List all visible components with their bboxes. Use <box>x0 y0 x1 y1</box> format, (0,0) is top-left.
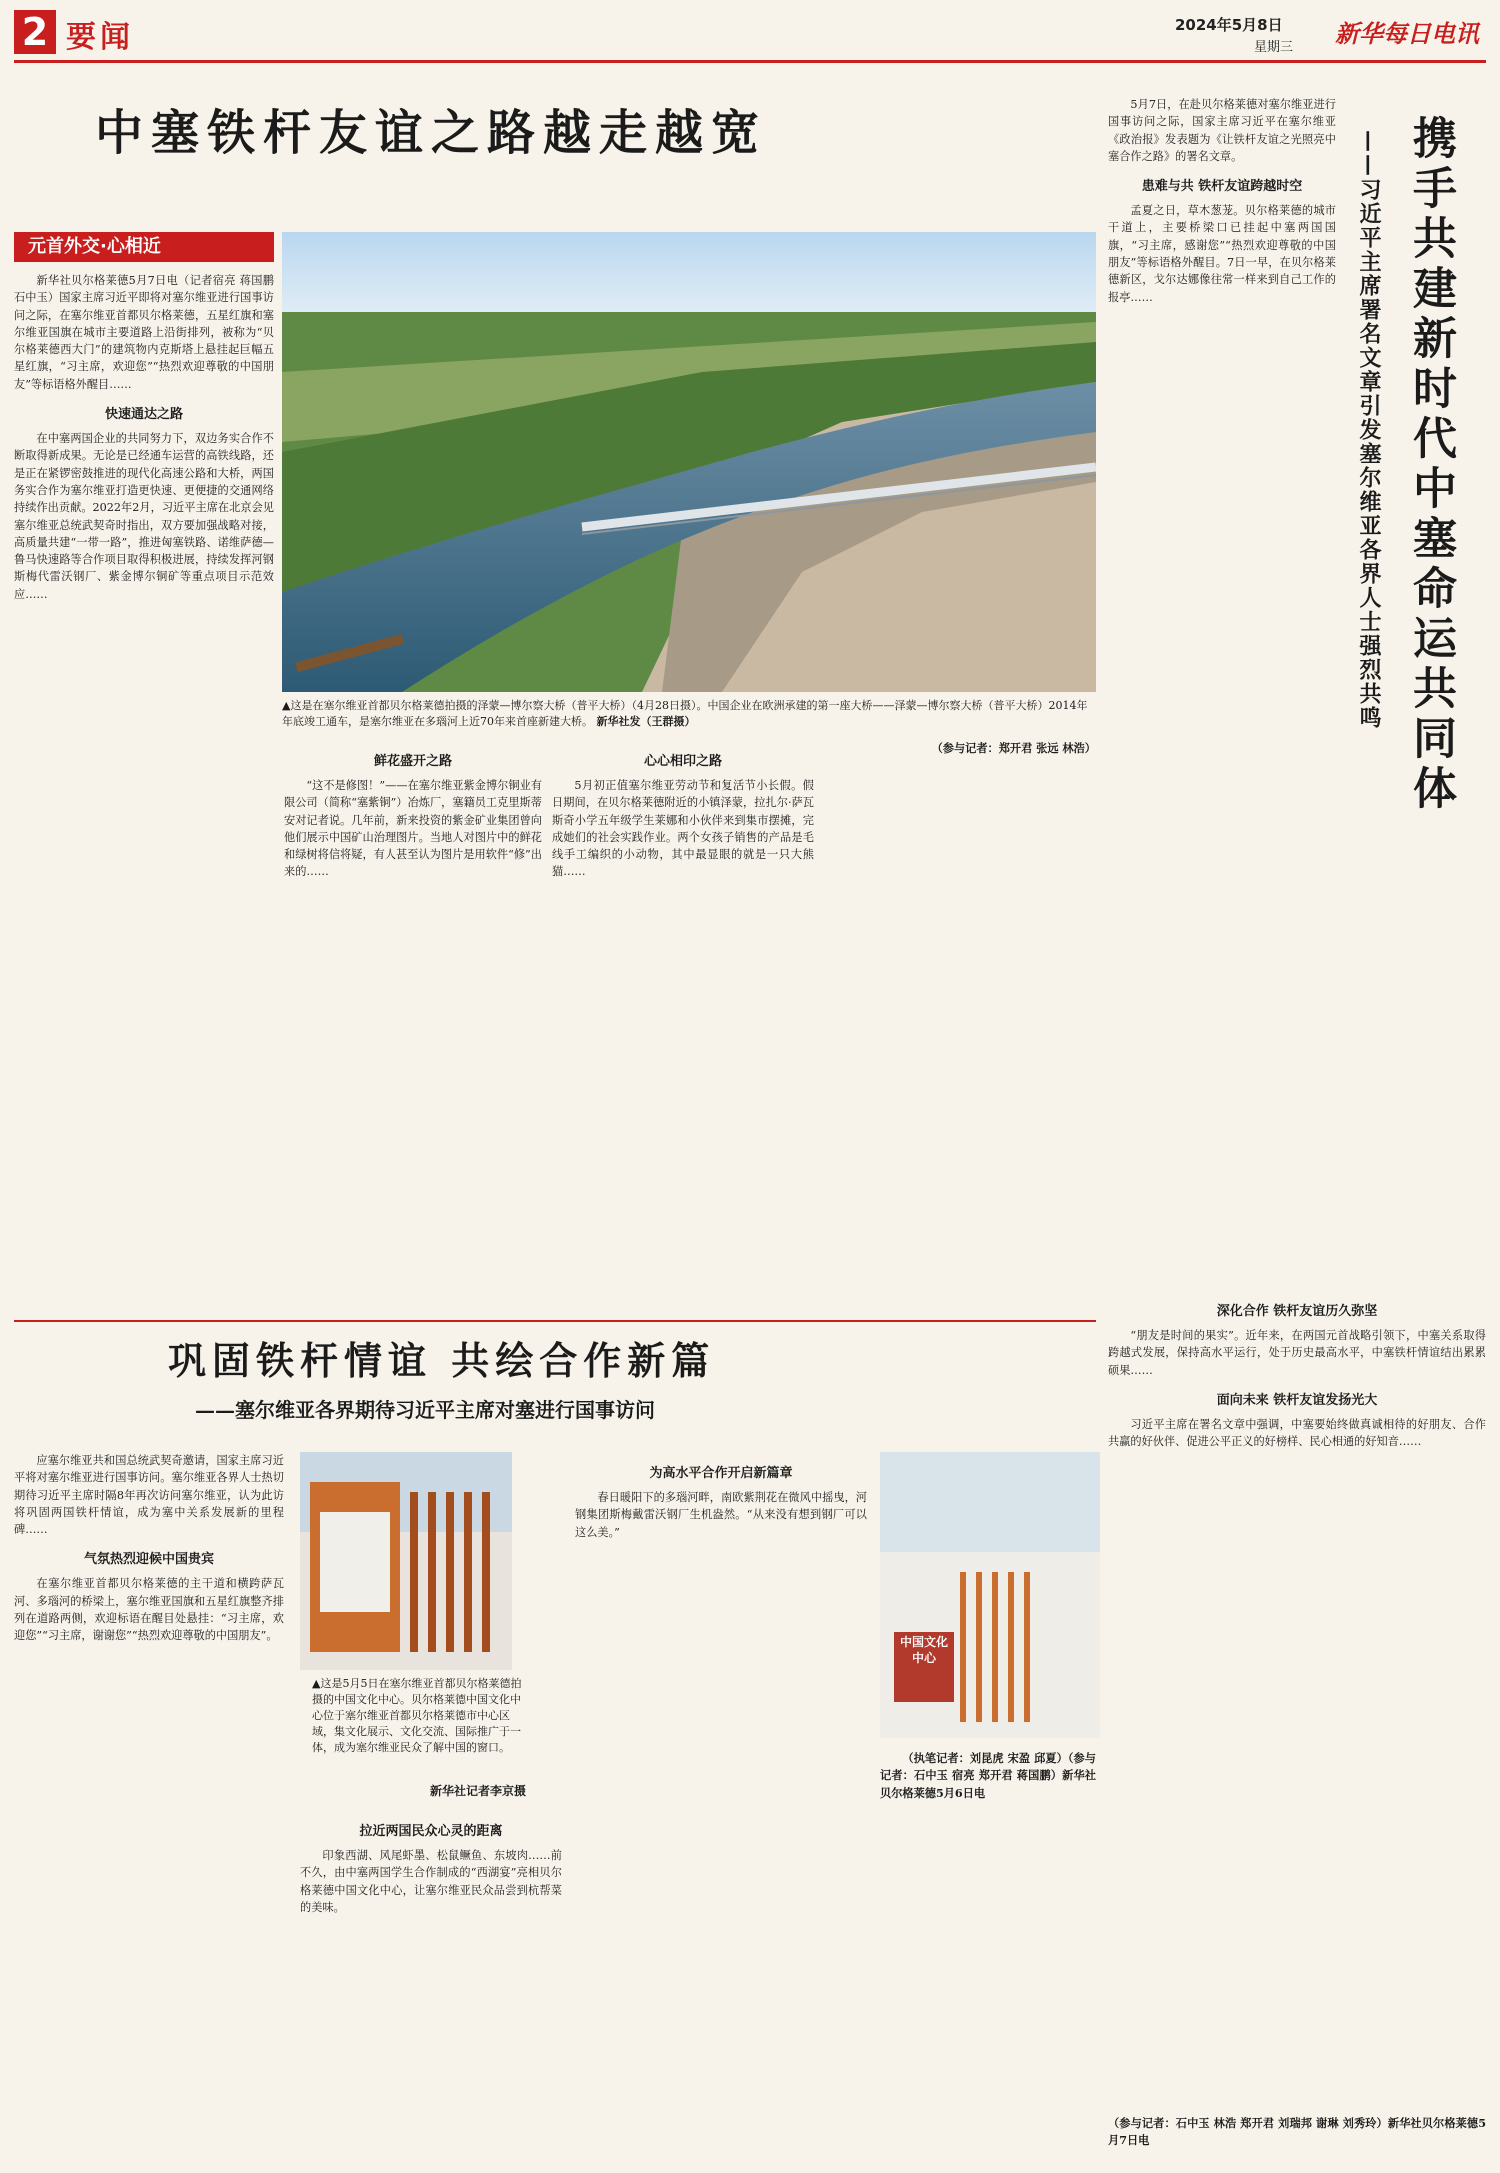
section-text: 5月初正值塞尔维亚劳动节和复活节小长假。假日期间，在贝尔格莱德附近的小镇泽蒙，拉扎尔·萨瓦斯奇小学五年级学生莱娜和小伙伴来到集市摆摊，完成她们的社会实践作业。两个女孩子销售的产品是毛线手工编织的小动物，其中最显眼的就是一只大熊猫…… <box>552 779 814 879</box>
article1-column-2 <box>284 740 542 1315</box>
section-text: 在中塞两国企业的共同努力下，双边务实合作不断取得新成果。无论是已经通车运营的高铁线路，还是正在紧锣密鼓推进的现代化高速公路和大桥，两国务实合作为塞尔维亚打造更快速、更便捷的交通网络持续作出贡献。2022年2月，习近平主席在北京会见塞尔维亚总统武契奇时指出，双方要加强战略对接，高质量共建“一带一路”，推进匈塞铁路、诺维萨德—鲁马快速路等合作项目取得积极进展，持续发挥河钢斯梅代雷沃钢厂、紫金博尔铜矿等重点项目示范效应…… <box>14 432 274 601</box>
section-text: 春日暖阳下的多瑙河畔，南欧紫荆花在微风中摇曳，河钢集团斯梅戴雷沃钢厂生机盎然。“从来没有想到钢厂可以这么美。” <box>575 1491 867 1539</box>
article2-subtitle: ——习近平主席署名文章引发塞尔维亚各界人士强烈共鸣 <box>1356 130 1382 730</box>
section-text: “朋友是时间的果实”。近年来，在两国元首战略引领下，中塞关系取得跨越式发展，保持高水平运行，处于历史最高水平，中塞铁杆情谊结出累累硕果…… <box>1108 1329 1486 1377</box>
section-heading: 为高水平合作开启新篇章 <box>649 1466 793 1481</box>
caption-text: ▲这是在塞尔维亚首都贝尔格莱德拍摄的泽蒙—博尔察大桥（普平大桥）（4月28日摄）。中国企业在欧洲承建的第一座大桥——泽蒙—博尔察大桥（普平大桥）2014年年底竣工通车，是塞尔维亚在多瑙河上近70年来首座新建大桥。 <box>282 699 1088 728</box>
paper-logo: 新华每日电讯 <box>1335 19 1479 48</box>
article3-column-2 <box>300 1810 562 2162</box>
bridge-photo <box>282 232 1096 692</box>
article3-column-3 <box>575 1452 867 2162</box>
article2-title: 携手共建新时代中塞命运共同体 <box>1405 115 1456 815</box>
article3-lead: 应塞尔维亚共和国总统武契奇邀请，国家主席习近平将对塞尔维亚进行国事访问。塞尔维亚各界人士热切期待习近平主席时隔8年再次访问塞尔维亚，认为此访将巩固两国铁杆情谊，成为塞中关系发展新的里程碑…… <box>14 1454 284 1537</box>
column-tag: 元首外交·心相近 <box>14 232 274 262</box>
article3-byline: （执笔记者：刘昆虎 宋盈 邱夏）（参与记者：石中玉 宿亮 郑开君 蒋国鹏）新华社贝尔格莱德5月6日电 <box>880 1751 1096 1800</box>
article1-column-3 <box>552 740 814 1315</box>
article1-title: 中塞铁杆友谊之路越走越宽 <box>95 105 768 161</box>
photo-credit: 新华社发（王群摄） <box>596 715 696 728</box>
issue-weekday: 星期三 <box>1254 40 1294 55</box>
issue-date: 2024年5月8日 <box>1175 16 1283 34</box>
article2-byline: （参与记者：石中玉 林浩 郑开君 刘瑞邦 谢琳 刘秀玲）新华社贝尔格莱德5月7日电 <box>1108 2116 1486 2148</box>
article2-column-1 <box>1108 96 1336 1276</box>
section-text: 在塞尔维亚首都贝尔格莱德的主干道和横跨萨瓦河、多瑙河的桥梁上，塞尔维亚国旗和五星红旗整齐排列在道路两侧，欢迎标语在醒目处悬挂：“习主席，欢迎您”“习主席，谢谢您”“热烈欢迎尊敬的中国朋友”。 <box>14 1577 284 1643</box>
article3-title: 巩固铁杆情谊 共绘合作新篇 <box>168 1338 716 1383</box>
article2-column-2 <box>1108 1290 1486 2110</box>
caption-text: ▲这是5月5日在塞尔维亚首都贝尔格莱德拍摄的中国文化中心。贝尔格莱德中国文化中心位于塞尔维亚首都贝尔格莱德市中心区域，集文化展示、文化交流、国际推广于一体，成为塞尔维亚民众了解中国的窗口。 <box>312 1677 522 1754</box>
section-heading: 拉近两国民众心灵的距离 <box>359 1824 503 1839</box>
photo-credit: 新华社记者李京摄 <box>430 1784 527 1798</box>
section-text: “这不是修图！”——在塞尔维亚紫金博尔铜业有限公司（简称“塞紫铜”）冶炼厂，塞籍员工克里斯蒂安对记者说。几年前，新来投资的紫金矿业集团曾向他们展示中国矿山治理图片。当地人对图片中的鲜花和绿树将信将疑，有人甚至认为图片是用软件“修”出来的…… <box>284 779 542 879</box>
article1-byline: （参与记者：郑开君 张远 林浩） <box>931 741 1096 755</box>
article3-column-1 <box>14 1452 284 2162</box>
header-rule <box>14 60 1486 63</box>
article1-column-1 <box>14 272 274 1312</box>
page-header <box>0 0 1500 62</box>
photo-caption <box>312 1676 524 1756</box>
culture-center-sign: 中国文化中心 <box>899 1635 948 1665</box>
section-text: 孟夏之日，草木葱茏。贝尔格莱德的城市干道上，主要桥梁口已挂起中塞两国国旗，“习主席，感谢您”“热烈欢迎尊敬的中国朋友”等标语格外醒目。7日一早，在贝尔格莱德新区，戈尔达娜像往常一样来到自己工作的报亭…… <box>1108 204 1336 304</box>
section-heading: 快速通达之路 <box>104 407 183 423</box>
section-heading: 面向未来 铁杆友谊发扬光大 <box>1216 1392 1378 1408</box>
section-text: 习近平主席在署名文章中强调，中塞要始终做真诚相待的好朋友、合作共赢的好伙伴、促进公平正义的好榜样、民心相通的好知音…… <box>1108 1417 1486 1449</box>
article2-lead: 5月7日，在赴贝尔格莱德对塞尔维亚进行国事访问之际，国家主席习近平在塞尔维亚《政治报》发表题为《让铁杆友谊之光照亮中塞合作之路》的署名文章。 <box>1108 98 1336 163</box>
article1-lead: 新华社贝尔格莱德5月7日电（记者宿亮 蒋国鹏 石中玉）国家主席习近平即将对塞尔维亚进行国事访问之际，在塞尔维亚首都贝尔格莱德，五星红旗和塞尔维亚国旗在城市主要道路上沿街排列，被称为“贝尔格莱德西大门”的建筑物内克斯塔上悬挂起巨幅五星红旗，“习主席，欢迎您”“热烈欢迎尊敬的中国朋友”等标语格外醒目…… <box>14 274 274 391</box>
article3-subtitle: ——塞尔维亚各界期待习近平主席对塞进行国事访问 <box>195 1398 655 1422</box>
section-heading: 气氛热烈迎候中国贵宾 <box>83 1552 214 1568</box>
photo-caption <box>282 698 1096 730</box>
section-heading: 患难与共 铁杆友谊跨越时空 <box>1141 179 1303 195</box>
section-heading: 心心相印之路 <box>643 754 722 769</box>
section-title: 要闻 <box>66 20 134 55</box>
section-divider <box>14 1320 1096 1322</box>
section-text: 印象西湖、风尾虾墨、松鼠鳜鱼、东坡肉……前不久，由中塞两国学生合作制成的“西湖宴”亮相贝尔格莱德中国文化中心，让塞尔维亚民众品尝到杭帮菜的美味。 <box>300 1849 562 1914</box>
article3-column-4 <box>880 1750 1096 2162</box>
culture-center-photo <box>300 1452 512 1670</box>
page-number: 2 <box>14 10 56 54</box>
article1-column-4 <box>826 740 1096 1315</box>
section-heading: 深化合作 铁杆友谊历久弥坚 <box>1216 1304 1378 1319</box>
section-heading: 鲜花盛开之路 <box>373 754 452 769</box>
